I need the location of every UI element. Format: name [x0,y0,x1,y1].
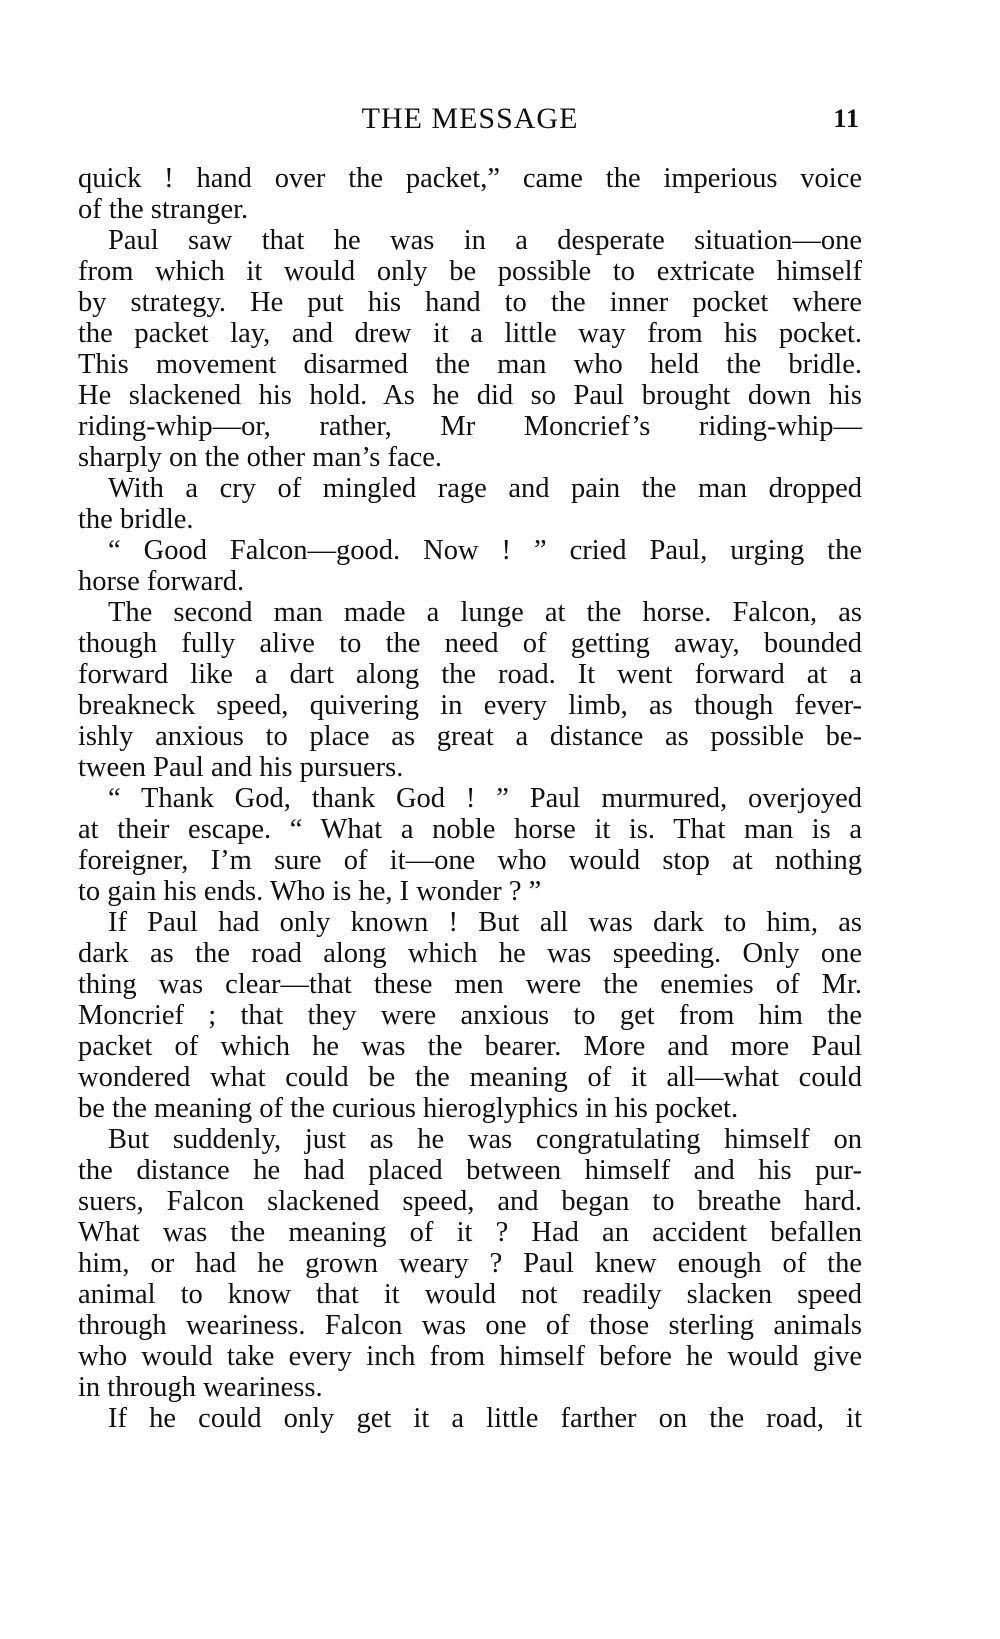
text-line: wondered what could be the meaning of it all—what could [78,1062,862,1093]
text-line: animal to know that it would not readily slacken speed [78,1279,862,1310]
text-line: Paul saw that he was in a desperate situation—one [108,225,862,256]
text-line: be the meaning of the curious hieroglyphics in his pocket. [78,1093,739,1124]
text-line: at their escape. “ What a noble horse it is. That man is a [78,814,862,845]
text-line: of the stranger. [78,194,249,225]
text-line: “ Good Falcon—good. Now ! ” cried Paul, urging the [108,535,862,566]
text-line: in through weariness. [78,1372,323,1403]
text-line: by strategy. He put his hand to the inner pocket where [78,287,862,318]
text-line: to gain his ends. Who is he, I wonder ? ” [78,876,542,907]
text-line: horse forward. [78,566,245,597]
text-line: ishly anxious to place as great a distance as possible be- [78,721,862,752]
text-line: through weariness. Falcon was one of those sterling animals [78,1310,862,1341]
text-line: This movement disarmed the man who held the bridle. [78,349,862,380]
text-line: “ Thank God, thank God ! ” Paul murmured, overjoyed [108,783,862,814]
text-line: With a cry of mingled rage and pain the man dropped [108,473,862,504]
text-line: from which it would only be possible to extricate himself [78,256,862,287]
text-line: packet of which he was the bearer. More and more Paul [78,1031,862,1062]
text-line: breakneck speed, quivering in every limb, as though fever- [78,690,862,721]
text-line: dark as the road along which he was speeding. Only one [78,938,862,969]
text-line: suers, Falcon slackened speed, and began to breathe hard. [78,1186,862,1217]
text-line: The second man made a lunge at the horse. Falcon, as [108,597,862,628]
text-line: foreigner, I’m sure of it—one who would stop at nothing [78,845,862,876]
text-line: the packet lay, and drew it a little way from his pocket. [78,318,862,349]
text-line: He slackened his hold. As he did so Paul brought down his [78,380,862,411]
text-line: who would take every inch from himself before he would give [78,1341,862,1372]
text-line: thing was clear—that these men were the enemies of Mr. [78,969,862,1000]
text-line: If he could only get it a little farther on the road, it [108,1403,862,1434]
text-line: the bridle. [78,504,194,535]
text-line: Moncrief ; that they were anxious to get from him the [78,1000,862,1031]
body-text [78,163,862,1434]
text-line: riding-whip—or, rather, Mr Moncrief’s riding-whip— [78,411,862,442]
text-line: tween Paul and his pursuers. [78,752,404,783]
text-line: What was the meaning of it ? Had an accident befallen [78,1217,862,1248]
page-number: 11 [833,104,860,133]
text-line: him, or had he grown weary ? Paul knew enough of the [78,1248,862,1279]
text-line: quick ! hand over the packet,” came the imperious voice [78,163,862,194]
text-line: forward like a dart along the road. It went forward at a [78,659,862,690]
text-line: sharply on the other man’s face. [78,442,443,473]
running-title: THE MESSAGE [361,102,579,135]
page-header [80,102,860,142]
text-line: though fully alive to the need of getting away, bounded [78,628,862,659]
text-line: the distance he had placed between himself and his pur- [78,1155,862,1186]
text-line: But suddenly, just as he was congratulating himself on [108,1124,862,1155]
text-line: If Paul had only known ! But all was dark to him, as [108,907,862,938]
